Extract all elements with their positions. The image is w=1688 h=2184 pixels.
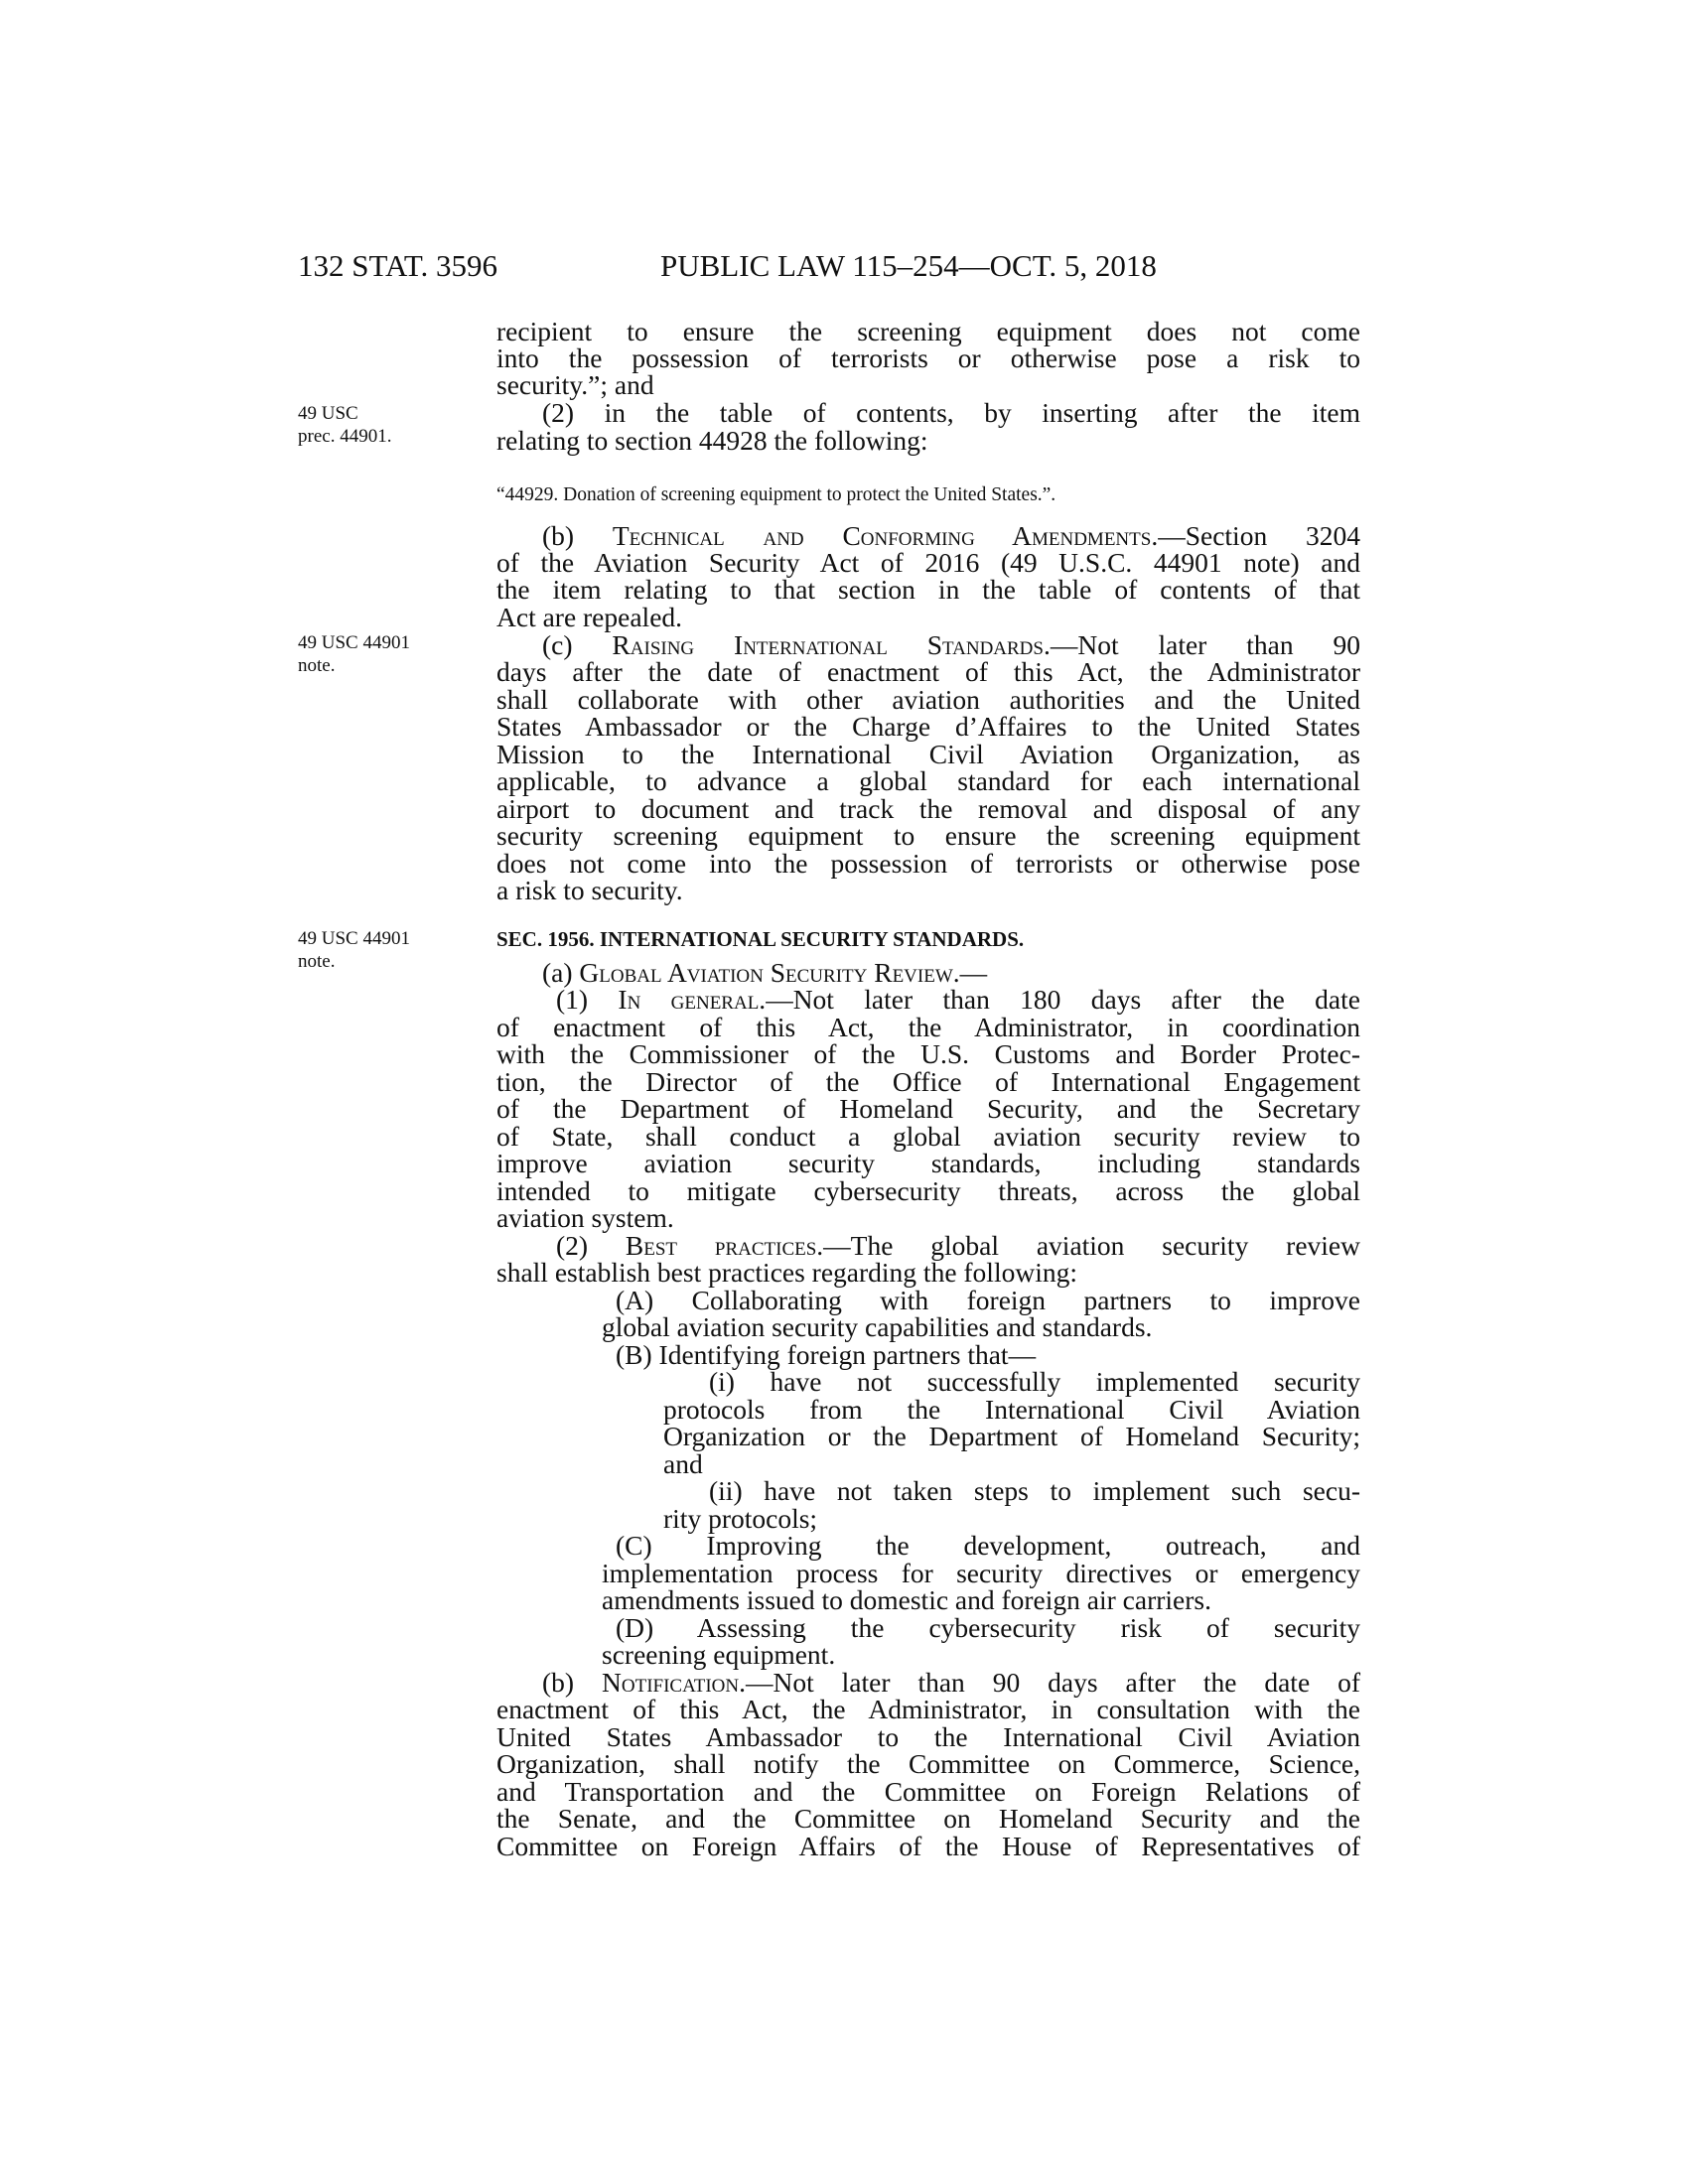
subsection-c-first-line bbox=[542, 631, 1360, 659]
page-stat-number: 132 STAT. 3596 bbox=[298, 248, 498, 283]
subsection-heading: Global Aviation Security Review. bbox=[579, 957, 960, 988]
body-line: does not come into the possession of terrorists or otherwise pose bbox=[496, 848, 1360, 879]
paragraph-heading: In general. bbox=[618, 984, 767, 1015]
subsection-b-first-line bbox=[542, 522, 1360, 550]
paragraph-1-first-line bbox=[556, 986, 1360, 1014]
body-line: intended to mitigate cybersecurity threats, across the global bbox=[496, 1175, 1360, 1206]
toc-item: “44929. Donation of screening equipment to protect the United States.”. bbox=[496, 484, 1056, 505]
body-line: protocols from the International Civil Aviation bbox=[663, 1394, 1360, 1425]
body-line: shall establish best practices regarding the following: bbox=[496, 1257, 1077, 1288]
body-line: (2) in the table of contents, by inserting after the item bbox=[542, 397, 1360, 428]
body-line: States Ambassador or the Charge d’Affaires to the United States bbox=[496, 711, 1360, 742]
body-line: a risk to security. bbox=[496, 875, 683, 905]
subsection-heading: Technical and Conforming Amendments. bbox=[612, 520, 1159, 551]
subsection-text: —Not later than 90 bbox=[1050, 629, 1360, 660]
subsection-heading: Notification. bbox=[602, 1667, 746, 1698]
margin-note-line: 49 USC bbox=[298, 403, 358, 424]
margin-note-line: 49 USC 44901 bbox=[298, 928, 410, 949]
body-line: of State, shall conduct a global aviation security review to bbox=[496, 1121, 1360, 1152]
body-line: implementation process for security directives or emergency bbox=[602, 1558, 1360, 1588]
paragraph-2-first-line bbox=[556, 1232, 1360, 1260]
body-line: Act are repealed. bbox=[496, 602, 683, 632]
section-heading: SEC. 1956. INTERNATIONAL SECURITY STANDARDS. bbox=[496, 927, 1025, 951]
margin-note-line: note. bbox=[298, 655, 336, 676]
body-line: of the Department of Homeland Security, and the Secretary bbox=[496, 1093, 1360, 1124]
paragraph-label: (2) bbox=[556, 1230, 626, 1261]
body-line: tion, the Director of the Office of International Engagement bbox=[496, 1066, 1360, 1097]
body-line: global aviation security capabilities and standards. bbox=[602, 1311, 1153, 1342]
margin-note-usc-prec bbox=[298, 402, 457, 448]
subsection-text: —Section 3204 bbox=[1158, 520, 1360, 551]
subparagraph-c-line: (C) Improving the development, outreach, and bbox=[616, 1530, 1360, 1561]
body-line: Mission to the International Civil Aviation Organization, as bbox=[496, 739, 1360, 769]
subsection-label: (c) bbox=[542, 629, 613, 660]
body-line: enactment of this Act, the Administrator, in consultation with the bbox=[496, 1694, 1360, 1724]
body-line: of enactment of this Act, the Administrator, in coordination bbox=[496, 1012, 1360, 1042]
body-line: shall collaborate with other aviation authorities and the United bbox=[496, 684, 1360, 715]
body-line: the item relating to that section in the table of contents of that bbox=[496, 574, 1360, 605]
margin-note-line: note. bbox=[298, 951, 336, 972]
subsection-a-heading bbox=[542, 959, 1360, 987]
body-line: Organization or the Department of Homeland Security; bbox=[663, 1421, 1360, 1451]
body-line: amendments issued to domestic and foreign air carriers. bbox=[602, 1584, 1211, 1615]
subsection-b-notification-first-line bbox=[542, 1669, 1360, 1697]
body-line: Organization, shall notify the Committee on Commerce, Science, bbox=[496, 1748, 1360, 1779]
clause-i-line: (i) have not successfully implemented security bbox=[709, 1366, 1360, 1397]
body-line: into the possession of terrorists or otherwise pose a risk to bbox=[496, 342, 1360, 373]
margin-note-line: 49 USC 44901 bbox=[298, 632, 410, 653]
body-line: recipient to ensure the screening equipment does not come bbox=[496, 316, 1360, 346]
paragraph-text: —Not later than 180 days after the date bbox=[766, 984, 1360, 1015]
body-line: improve aviation security standards, including standards bbox=[496, 1148, 1360, 1178]
body-line: relating to section 44928 the following: bbox=[496, 425, 928, 456]
body-line: aviation system. bbox=[496, 1202, 674, 1233]
body-line: with the Commissioner of the U.S. Customs and Border Protec- bbox=[496, 1038, 1360, 1069]
paragraph-heading: Best practices. bbox=[625, 1230, 824, 1261]
body-line: airport to document and track the removal and disposal of any bbox=[496, 793, 1360, 824]
body-line: days after the date of enactment of this Act, the Administrator bbox=[496, 656, 1360, 687]
body-line: screening equipment. bbox=[602, 1639, 836, 1670]
body-line: and Transportation and the Committee on Foreign Relations of bbox=[496, 1776, 1360, 1807]
subparagraph-b-line: (B) Identifying foreign partners that— bbox=[616, 1339, 1037, 1370]
body-line: security.”; and bbox=[496, 369, 654, 400]
body-line: the Senate, and the Committee on Homeland Security and the bbox=[496, 1803, 1360, 1834]
margin-note-usc-44901 bbox=[298, 631, 457, 677]
body-line: rity protocols; bbox=[663, 1503, 818, 1534]
body-line: Committee on Foreign Affairs of the House of Representatives of bbox=[496, 1831, 1360, 1861]
body-line: applicable, to advance a global standard for each international bbox=[496, 765, 1360, 796]
subsection-text: — bbox=[959, 957, 988, 988]
running-header: PUBLIC LAW 115–254—OCT. 5, 2018 bbox=[660, 248, 1157, 283]
margin-note-usc-44901-sec1956 bbox=[298, 927, 457, 973]
paragraph-label: (1) bbox=[556, 984, 619, 1015]
subsection-heading: Raising International Standards. bbox=[612, 629, 1051, 660]
body-line: of the Aviation Security Act of 2016 (49 U.S.C. 44901 note) and bbox=[496, 547, 1360, 578]
subsection-label: (b) bbox=[542, 1667, 603, 1698]
subparagraph-d-line: (D) Assessing the cybersecurity risk of security bbox=[616, 1612, 1360, 1643]
subparagraph-a-line: (A) Collaborating with foreign partners to improve bbox=[616, 1285, 1360, 1315]
body-line: and bbox=[663, 1448, 703, 1479]
subsection-label: (b) bbox=[542, 520, 613, 551]
margin-note-line: prec. 44901. bbox=[298, 426, 392, 447]
clause-ii-line: (ii) have not taken steps to implement such secu- bbox=[709, 1475, 1360, 1506]
subsection-label: (a) bbox=[542, 957, 580, 988]
body-line: United States Ambassador to the International Civil Aviation bbox=[496, 1721, 1360, 1752]
subsection-text: —Not later than 90 days after the date of bbox=[745, 1667, 1360, 1698]
paragraph-text: —The global aviation security review bbox=[823, 1230, 1360, 1261]
body-line: security screening equipment to ensure the screening equipment bbox=[496, 820, 1360, 851]
